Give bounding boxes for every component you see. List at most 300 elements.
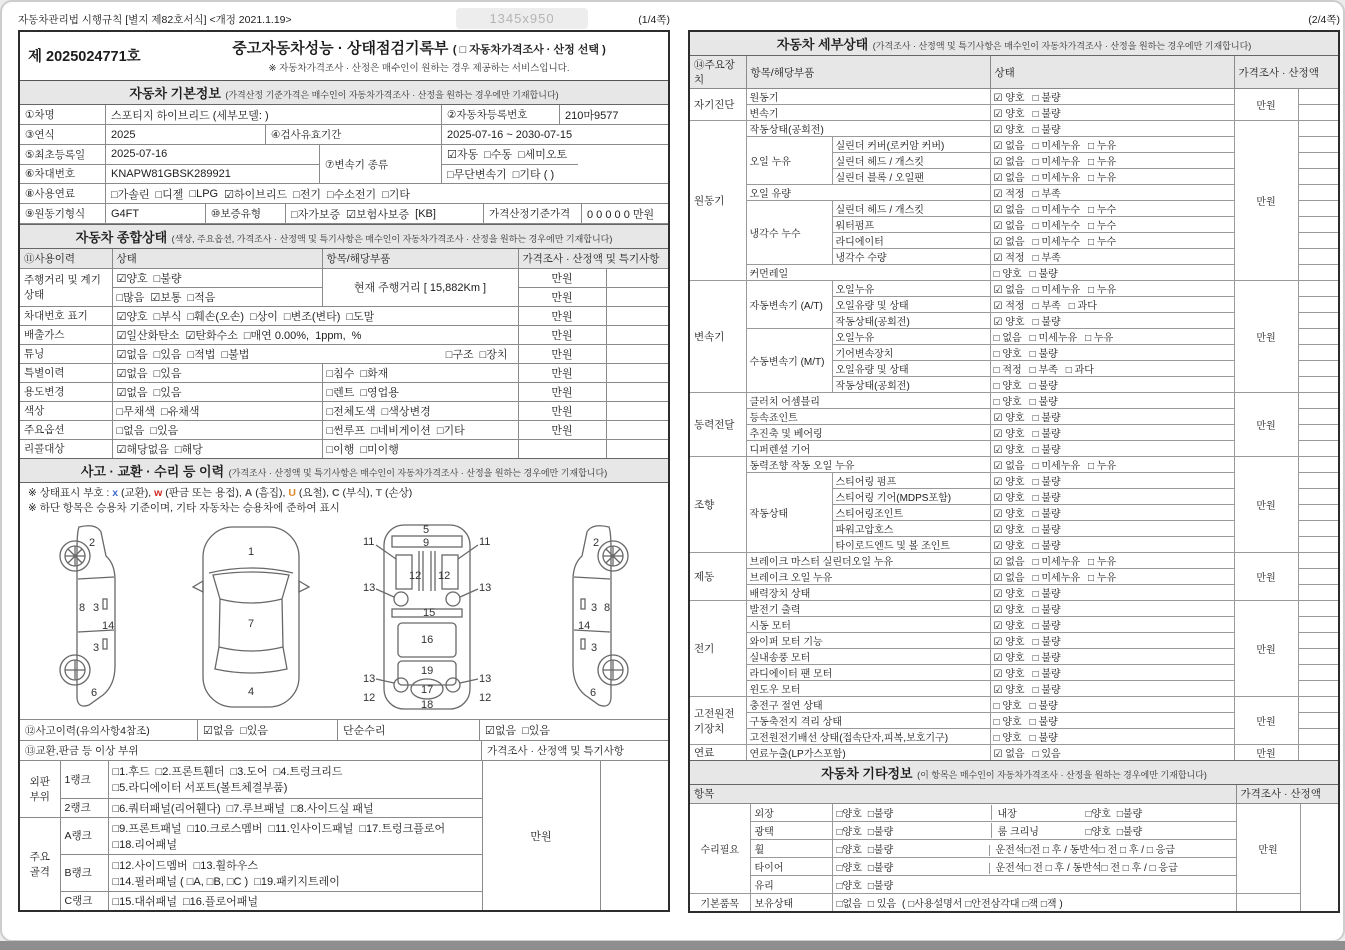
col-state: 상태 <box>112 249 322 268</box>
checkbox-option[interactable]: ☑ 양호 <box>993 621 1025 632</box>
checkbox-option[interactable]: □ 양호 <box>993 733 1022 744</box>
checkbox-option[interactable]: □자가보증 <box>291 208 341 221</box>
checkbox-option[interactable]: □ 불량 <box>1032 685 1061 696</box>
price-extra-cell <box>1298 553 1338 569</box>
checkbox-option[interactable]: ☑자동 <box>447 149 479 162</box>
checkbox-option[interactable]: □ 부족 <box>1032 301 1061 312</box>
checkbox-option[interactable]: □불량 <box>867 880 894 892</box>
part-item-label: 디퍼렌셜 기어 <box>746 441 990 457</box>
checkbox-option[interactable]: □ 불량 <box>1029 733 1058 744</box>
part-item-label: 실린더 커버(로커암 커버) <box>832 137 990 153</box>
part-item-label: 타이로드엔드 및 볼 조인트 <box>832 537 990 553</box>
checkbox-option[interactable]: □기타 ( ) <box>512 168 555 181</box>
checkbox-option[interactable]: □유채색 <box>161 405 200 418</box>
part-item-label: 추진축 및 베어링 <box>746 425 990 441</box>
state-cell <box>990 505 1234 521</box>
checkbox-option[interactable]: ☑탄화수소 <box>185 329 238 342</box>
checkbox-option[interactable]: □ 누유 <box>1088 141 1117 152</box>
accident-history-title: 사고 · 교환 · 수리 등 이력 <box>80 464 225 479</box>
checkbox-option[interactable]: □있음 <box>153 348 182 361</box>
checkbox-option[interactable]: □불량 <box>867 862 894 874</box>
checkbox-option[interactable]: □ 불량 <box>1032 653 1061 664</box>
part-item-label: 작동상태(공회전) <box>746 121 990 137</box>
state-cell <box>990 569 1234 585</box>
checkbox-option[interactable]: □ 불량 <box>1032 413 1061 424</box>
etc-item-label: 타이어 <box>750 857 832 875</box>
part-group-label: 자동변속기 (A/T) <box>746 281 832 329</box>
device-label: 자기진단 <box>690 89 746 121</box>
checkbox-option[interactable]: □5.라디에이터 서포트(볼트체결부품) <box>112 782 288 795</box>
price-cell: 만원 <box>1234 393 1298 457</box>
checkbox-option[interactable]: □12.사이드멤버 <box>112 859 188 872</box>
checkbox-option[interactable]: ☑양호 <box>116 272 148 285</box>
price-extra-cell <box>1298 713 1338 729</box>
checkbox-option[interactable]: ☑ 없음 <box>993 285 1025 296</box>
checkbox-option[interactable]: □ 불량 <box>1032 125 1061 136</box>
checkbox-option[interactable]: □ 미세누유 <box>1032 461 1081 472</box>
checkbox-option[interactable]: □ 부족 <box>1032 253 1061 264</box>
checkbox-option[interactable]: □ 없음 <box>993 333 1022 344</box>
price-extra-cell <box>1298 249 1338 265</box>
checkbox-option[interactable]: □7.루브패널 <box>226 802 285 815</box>
legend-prefix: ※ 상태표시 부호 : <box>28 487 113 499</box>
price-extra-cell <box>1298 313 1338 329</box>
checkbox-option[interactable]: □전체도색 <box>326 405 376 418</box>
state-cell <box>112 344 518 363</box>
checkbox-option[interactable]: □장치 <box>479 348 508 361</box>
checkbox-option[interactable]: ☑ 양호 <box>993 637 1025 648</box>
checkbox-option[interactable]: □가솔린 <box>111 188 150 201</box>
checkbox-option[interactable]: □ 미세누유 <box>1032 173 1081 184</box>
checkbox-option[interactable]: □ 불량 <box>1029 349 1058 360</box>
checkbox-option[interactable]: ☑ 없음 <box>993 141 1025 152</box>
checkbox-option[interactable]: □ 불량 <box>1032 669 1061 680</box>
checkbox-option[interactable]: □ 미세누유 <box>1032 557 1081 568</box>
accident-history-label: ⑫사고이력(유의사항4참조) <box>20 720 198 740</box>
part-item-label: 기어변속장치 <box>832 345 990 361</box>
page-2 <box>688 8 1340 913</box>
car-top-diagram[interactable] <box>185 519 317 715</box>
state-cell <box>990 537 1234 553</box>
checkbox-option[interactable]: ☑ 없음 <box>993 461 1025 472</box>
checkbox-option[interactable]: □ 불량 <box>1029 717 1058 728</box>
checkbox-option[interactable]: ☑ 양호 <box>993 605 1025 616</box>
checkbox-option[interactable]: ☑ 양호 <box>993 445 1025 456</box>
checkbox-option[interactable]: □불량 <box>153 272 182 285</box>
checkbox-option[interactable]: ☑ 없음 <box>993 749 1025 761</box>
checkbox-option[interactable]: ☑ 없음 <box>993 205 1025 216</box>
checkbox-option[interactable]: ☑ 양호 <box>993 413 1025 424</box>
price-extra-cell <box>1298 217 1338 233</box>
checkbox-option[interactable]: □불량 <box>867 808 894 820</box>
checkbox-option[interactable]: □훼손(오손) <box>187 310 245 323</box>
price-extra-cell <box>606 325 668 344</box>
checkbox-option[interactable]: □양호 <box>836 808 862 820</box>
checkbox-option[interactable]: ☑없음 <box>116 386 148 399</box>
checkbox-option[interactable]: □네비게이션 <box>371 424 431 437</box>
checkbox-option[interactable]: □있음 <box>153 386 182 399</box>
checkbox-option[interactable]: □많음 <box>116 291 145 304</box>
checkbox-option[interactable]: □4.트렁크리드 <box>273 766 343 779</box>
checkbox-option[interactable]: □양호 <box>1085 826 1111 838</box>
price-extra-cell <box>1298 473 1338 489</box>
checkbox-option[interactable]: □ 미세누수 <box>1032 205 1081 216</box>
checkbox-option[interactable]: □ 양호 <box>993 349 1022 360</box>
checkbox-option[interactable]: □ 불량 <box>1032 109 1061 120</box>
checkbox-option[interactable]: □ 미세누수 <box>1032 221 1081 232</box>
price-cell <box>518 439 606 458</box>
checkbox-option[interactable]: □ 과다 <box>1065 365 1094 376</box>
checkbox-option[interactable]: □ 누유 <box>1088 573 1117 584</box>
checkbox-option[interactable]: ☑없음 <box>116 367 148 380</box>
checkbox-option[interactable]: □있음 <box>150 424 179 437</box>
checkbox-option[interactable]: □ 양호 <box>993 397 1022 408</box>
usage-item-label: 리콜대상 <box>20 439 112 458</box>
page-title: 중고자동차성능 · 상태점검기록부 <box>232 40 449 57</box>
checkbox-option[interactable]: □불량 <box>1116 826 1143 838</box>
rank-items <box>108 854 482 891</box>
checkbox-option[interactable]: ☑ 양호 <box>993 109 1025 120</box>
usage-item-label: 주행거리 및 계기상태 <box>20 268 112 306</box>
state-cell <box>990 169 1234 185</box>
device-label: 원동기 <box>690 121 746 281</box>
col-price: 가격조사 · 산정액 및 특기사항 <box>518 249 668 268</box>
checkbox-option[interactable]: □ 불량 <box>1032 509 1061 520</box>
checkbox-option[interactable]: □ 있음 <box>867 898 897 910</box>
table-row <box>20 363 668 382</box>
checkbox-option[interactable]: □ 불량 <box>1032 317 1061 328</box>
checkbox-option[interactable]: □화재 <box>360 367 389 380</box>
checkbox-option[interactable]: ☑ 양호 <box>993 525 1025 536</box>
checkbox-option[interactable]: □ 누유 <box>1088 557 1117 568</box>
checkbox-option[interactable]: ☑ 양호 <box>993 509 1025 520</box>
checkbox-option[interactable]: □양호 <box>836 880 862 892</box>
state-cell <box>990 233 1234 249</box>
part-item-label: 브레이크 마스터 실린더오일 누유 <box>746 553 990 569</box>
checkbox-option[interactable]: □구조 <box>445 348 474 361</box>
checkbox-option[interactable]: □19.패키지트레이 <box>254 875 340 888</box>
checkbox-option[interactable]: □디젤 <box>155 188 184 201</box>
accident-history-header <box>20 458 668 483</box>
state-cell <box>112 287 322 306</box>
price-extra-cell <box>606 306 668 325</box>
checkbox-option[interactable]: □ 양호 <box>993 269 1022 280</box>
state-cell <box>990 553 1234 569</box>
checkbox-option[interactable]: □ 부족 <box>1032 189 1061 200</box>
checkbox-option[interactable]: □15.대쉬패널 <box>112 895 177 908</box>
checkbox-option[interactable]: □ 불량 <box>1032 589 1061 600</box>
checkbox-option[interactable]: 운전석□전 □ 후 / 동반석□ 전 □ 후 / □ 응급 <box>989 845 1175 856</box>
checkbox-option[interactable]: □상이 <box>250 310 278 323</box>
price-cell: 만원 <box>482 761 600 910</box>
engine-type-value: G4FT <box>106 204 206 223</box>
checkbox-option[interactable]: □ 불량 <box>1029 381 1058 392</box>
checkbox-option[interactable]: □8.사이드실 패널 <box>290 802 374 815</box>
checkbox-option[interactable]: □10.크로스멤버 <box>187 822 263 835</box>
checkbox-option[interactable]: □ 누수 <box>1088 221 1117 232</box>
checkbox-option[interactable]: □색상변경 <box>381 405 431 418</box>
checkbox-option[interactable]: □불법 <box>221 348 250 361</box>
detail-condition-title: 자동차 세부상태 <box>776 37 869 52</box>
checkbox-option[interactable]: □2.프론트휀더 <box>155 766 225 779</box>
checkbox-option[interactable]: □ 누수 <box>1088 237 1117 248</box>
state-cell <box>112 420 322 439</box>
checkbox-option[interactable]: ☑ 없음 <box>993 237 1025 248</box>
state-cell <box>112 268 322 287</box>
checkbox-option: % <box>351 329 362 342</box>
checkbox-option[interactable]: ☑ 없음 <box>993 573 1025 584</box>
checkbox-option[interactable]: □3.도어 <box>230 766 268 779</box>
checkbox-option[interactable]: □ 미세누유 <box>1032 141 1081 152</box>
checkbox-option[interactable]: ☑보통 <box>150 291 182 304</box>
checkbox-option[interactable]: □ 불량 <box>1032 493 1061 504</box>
part-item-label: 파워고압호스 <box>832 521 990 537</box>
checkbox-option[interactable]: □기타 <box>436 424 465 437</box>
car-side-right-diagram[interactable] <box>536 519 654 715</box>
checkbox-option[interactable]: □9.프론트패널 <box>112 822 182 835</box>
model-year-value: 2025 <box>106 125 266 144</box>
checkbox-option[interactable]: ☑ 적정 <box>993 301 1025 312</box>
simple-repair-label: 단순수리 <box>338 720 480 740</box>
checkbox-option[interactable]: ☑ 양호 <box>993 685 1025 696</box>
part-item-label: 고전원전기배선 상태(접속단자,피복,보호기구) <box>746 729 990 745</box>
checkbox-option[interactable]: □ 불량 <box>1032 445 1061 456</box>
usage-item-label: 튜닝 <box>20 344 112 363</box>
checkbox-option[interactable]: □양호 <box>836 844 862 856</box>
checkbox-option[interactable]: □ 누수 <box>1088 205 1117 216</box>
checkbox-option[interactable]: □ 불량 <box>1029 701 1058 712</box>
panel-number: 19 <box>420 665 433 677</box>
checkbox-option[interactable]: □적법 <box>187 348 216 361</box>
checkbox-option[interactable]: □ 과다 <box>1068 301 1097 312</box>
price-cell: 만원 <box>518 287 606 306</box>
checkbox-option[interactable]: □ 불량 <box>1032 637 1061 648</box>
part-item-label: 등속죠인트 <box>746 409 990 425</box>
checkbox-option[interactable]: □도말 <box>346 310 375 323</box>
part-item-label: 오일누유 <box>832 329 990 345</box>
checkbox-option[interactable]: □전기 <box>293 188 321 201</box>
price-extra-cell <box>1298 489 1338 505</box>
panel-number: 12 <box>408 570 421 582</box>
checkbox-option[interactable]: □6.쿼터패널(리어휀다) <box>112 802 221 815</box>
checkbox-option[interactable]: □ 미세누유 <box>1029 333 1078 344</box>
state-cell <box>990 681 1234 697</box>
checkbox-option[interactable]: □영업용 <box>360 386 399 399</box>
checkbox-option[interactable]: ☑일산화탄소 <box>116 329 180 342</box>
bottom-scrollbar[interactable] <box>0 941 1345 950</box>
checkbox-option[interactable]: □불량 <box>1116 808 1143 820</box>
checkbox-option[interactable]: □ 누유 <box>1088 173 1117 184</box>
checkbox-option[interactable]: ☑해당없음 <box>116 443 169 456</box>
part-group-label: 냉각수 누수 <box>746 201 832 265</box>
state-cell <box>990 393 1234 409</box>
price-extra-cell <box>1298 201 1338 217</box>
checkbox-option[interactable]: □17.트렁크플로어 <box>359 822 446 835</box>
checkbox-option[interactable]: ☑보험사보증 <box>346 208 410 221</box>
checkbox-option[interactable]: □양호 <box>836 862 862 874</box>
price-cell: 만원 <box>1234 89 1298 121</box>
price-extra-cell <box>1298 329 1338 345</box>
checkbox-option[interactable]: 운전석□ 전 □ 후 / 동반석□ 전 □ 후 / □ 응급 <box>989 863 1178 874</box>
device-label: 조향 <box>690 457 746 553</box>
checkbox-option[interactable]: □ 부족 <box>1029 365 1058 376</box>
checkbox-option[interactable]: ☑ 양호 <box>993 493 1025 504</box>
checkbox-option[interactable]: □부식 <box>153 310 182 323</box>
form-reference: 자동차관리법 시행규칙 [별지 제82호서식] <개정 2021.1.19> <box>18 13 292 26</box>
part-item-label: 오일누유 <box>832 281 990 297</box>
price-survey-select-checkbox[interactable]: ( □ 자동차가격조사 · 산정 선택 ) <box>452 44 606 56</box>
price-extra-cell <box>1298 601 1338 617</box>
checkbox-option[interactable]: □16.플로어패널 <box>182 895 259 908</box>
checkbox-option[interactable]: ☑없음 <box>485 725 517 737</box>
panel-number: 14 <box>577 620 591 632</box>
table-row <box>690 697 1338 713</box>
checkbox-option[interactable]: □14.필러패널 ( □A, □B, □C ) <box>112 875 249 888</box>
col-etc-item: 항목 <box>690 785 1236 803</box>
checkbox-option[interactable]: ☑ 양호 <box>993 125 1025 136</box>
table-row <box>690 89 1338 105</box>
checkbox-option[interactable]: □변조(변타) <box>283 310 341 323</box>
checkbox-option[interactable]: ☑ 양호 <box>993 477 1025 488</box>
checkbox-option[interactable]: ☑ 양호 <box>993 589 1025 600</box>
car-underbody-diagram[interactable] <box>351 519 503 715</box>
checkbox-option[interactable]: ☑ 없음 <box>993 221 1025 232</box>
panel-number: 13 <box>478 673 491 685</box>
checkbox-option[interactable]: ☑ 양호 <box>993 317 1025 328</box>
price-cell: 만원 <box>1234 281 1298 393</box>
warranty-options <box>286 204 484 223</box>
checkbox-option[interactable]: ☑ 없음 <box>993 557 1025 568</box>
checkbox-option[interactable]: ☑없음 <box>203 725 235 737</box>
checkbox-option[interactable]: ☑ 양호 <box>993 429 1025 440</box>
rank-label: C랭크 <box>60 891 108 910</box>
checkbox-option[interactable]: □13.휠하우스 <box>193 859 259 872</box>
checkbox-option[interactable]: □무단변속기 <box>447 168 507 181</box>
checkbox-option[interactable]: □ 적정 <box>993 365 1022 376</box>
checkbox-option[interactable]: ☑ 적정 <box>993 253 1025 264</box>
checkbox-option[interactable]: □불량 <box>867 844 894 856</box>
part-item-label: 스티어링 펌프 <box>832 473 990 489</box>
panel-number: 11 <box>362 536 375 548</box>
checkbox-option[interactable]: □ 누유 <box>1088 461 1117 472</box>
checkbox-option[interactable]: ☑ 적정 <box>993 189 1025 200</box>
table-row <box>20 306 668 325</box>
checkbox-option[interactable]: □ 누유 <box>1085 333 1114 344</box>
checkbox-option[interactable]: □ 불량 <box>1032 93 1061 104</box>
inspection-period-value: 2025-07-16 ~ 2030-07-15 <box>447 128 573 141</box>
state-cell <box>990 649 1234 665</box>
checkbox-option[interactable]: □ 미세누수 <box>1032 237 1081 248</box>
checkbox-option[interactable]: ☑ 양호 <box>993 653 1025 664</box>
part-item-label: 작동상태(공회전) <box>832 313 990 329</box>
checkbox-option[interactable]: □있음 <box>153 367 182 380</box>
checkbox-option[interactable]: □양호 <box>836 826 862 838</box>
checkbox-option[interactable]: □ 미세누유 <box>1032 285 1081 296</box>
checkbox-option[interactable]: □해당 <box>174 443 203 456</box>
code-u-desc: (요철), <box>295 487 332 499</box>
state-cell <box>990 329 1234 345</box>
checkbox-option[interactable]: ☑ 양호 <box>993 93 1025 104</box>
checkbox-option[interactable]: ☑하이브리드 <box>224 188 288 201</box>
checkbox-option[interactable]: ☑양호 <box>116 310 148 323</box>
checkbox-option[interactable]: □1.후드 <box>112 766 150 779</box>
part-item-label: 냉각수 수량 <box>832 249 990 265</box>
checkbox-option[interactable]: ☑ 없음 <box>993 157 1025 168</box>
etc-content-cell <box>832 857 1236 875</box>
checkbox-option[interactable]: □있음 <box>522 725 551 737</box>
checkbox-option[interactable]: □ 양호 <box>993 717 1022 728</box>
checkbox-option[interactable]: □ 불량 <box>1032 605 1061 616</box>
checkbox-option[interactable]: □ 양호 <box>993 381 1022 392</box>
checkbox-option[interactable]: □ 있음 <box>1032 749 1061 761</box>
state-cell <box>990 121 1234 137</box>
panel-number: 3 <box>93 642 100 654</box>
checkbox-option[interactable]: □침수 <box>326 367 355 380</box>
checkbox-option[interactable]: □ 불량 <box>1032 621 1061 632</box>
checkbox-option[interactable]: ( □사용설명서 □안전삼각대 □잭 □잭 ) <box>902 898 1063 910</box>
checkbox-option[interactable]: □ 누유 <box>1088 157 1117 168</box>
checkbox-option[interactable]: □ 불량 <box>1032 429 1061 440</box>
checkbox-option[interactable]: ☑ 없음 <box>993 173 1025 184</box>
checkbox-option[interactable]: □이행 <box>326 443 355 456</box>
checkbox-option[interactable]: □수동 <box>484 149 513 162</box>
basic-info-title: 자동차 기본정보 <box>129 86 221 101</box>
checkbox-option[interactable]: □18.리어패널 <box>112 838 177 851</box>
car-side-left-diagram[interactable] <box>34 519 152 715</box>
checkbox-option[interactable]: □LPG <box>189 187 219 200</box>
checkbox-option[interactable]: □무채색 <box>116 405 156 418</box>
checkbox-option[interactable]: □ 불량 <box>1032 477 1061 488</box>
checkbox-option[interactable]: □11.인사이드패널 <box>268 822 354 835</box>
checkbox-option[interactable]: □있음 <box>240 725 269 737</box>
part-item-label: 스티어링조인트 <box>832 505 990 521</box>
part-group-label: 수동변속기 (M/T) <box>746 329 832 393</box>
field-label: ①차명 <box>20 105 106 124</box>
field-label: ⑤최초등록일 <box>20 145 106 164</box>
panel-number: 15 <box>422 607 435 619</box>
checkbox-option[interactable]: □ 불량 <box>1032 541 1061 552</box>
checkbox-option[interactable]: □ 양호 <box>993 701 1022 712</box>
checkbox-option[interactable]: □없음 <box>116 424 145 437</box>
checkbox-option[interactable]: □미이행 <box>360 443 399 456</box>
device-label: 전기 <box>690 601 746 697</box>
checkbox-option[interactable]: □ 누유 <box>1088 285 1117 296</box>
checkbox-option[interactable]: □양호 <box>1085 808 1111 820</box>
checkbox-option[interactable]: ☑ 양호 <box>993 669 1025 680</box>
checkbox-option[interactable]: □렌트 <box>326 386 355 399</box>
price-extra-cell <box>606 420 668 439</box>
checkbox-option[interactable]: □ 불량 <box>1029 269 1058 280</box>
part-item-label: 배력장치 상태 <box>746 585 990 601</box>
checkbox-option[interactable]: □세미오토 <box>518 149 568 162</box>
field-label: ⑧사용연료 <box>20 184 106 203</box>
checkbox-option[interactable]: □없음 <box>836 898 862 910</box>
checkbox-option[interactable]: □썬루프 <box>326 424 366 437</box>
checkbox-option[interactable]: □수소전기 <box>327 188 377 201</box>
checkbox-option[interactable]: ☑없음 <box>116 348 148 361</box>
checkbox-option[interactable]: □기타 <box>382 188 411 201</box>
checkbox-option[interactable]: □ 미세누유 <box>1032 573 1081 584</box>
checkbox-option[interactable]: ☑ 양호 <box>993 541 1025 552</box>
price-extra-cell <box>1300 803 1338 911</box>
checkbox-option[interactable]: □ 불량 <box>1032 525 1061 536</box>
checkbox-option[interactable]: □매연 0.00%, <box>243 329 310 342</box>
checkbox-option[interactable]: □ 미세누유 <box>1032 157 1081 168</box>
state-options <box>837 823 987 838</box>
checkbox-option[interactable]: □적음 <box>187 291 216 304</box>
checkbox-option[interactable]: □ 불량 <box>1029 397 1058 408</box>
checkbox-option[interactable]: □불량 <box>867 826 894 838</box>
